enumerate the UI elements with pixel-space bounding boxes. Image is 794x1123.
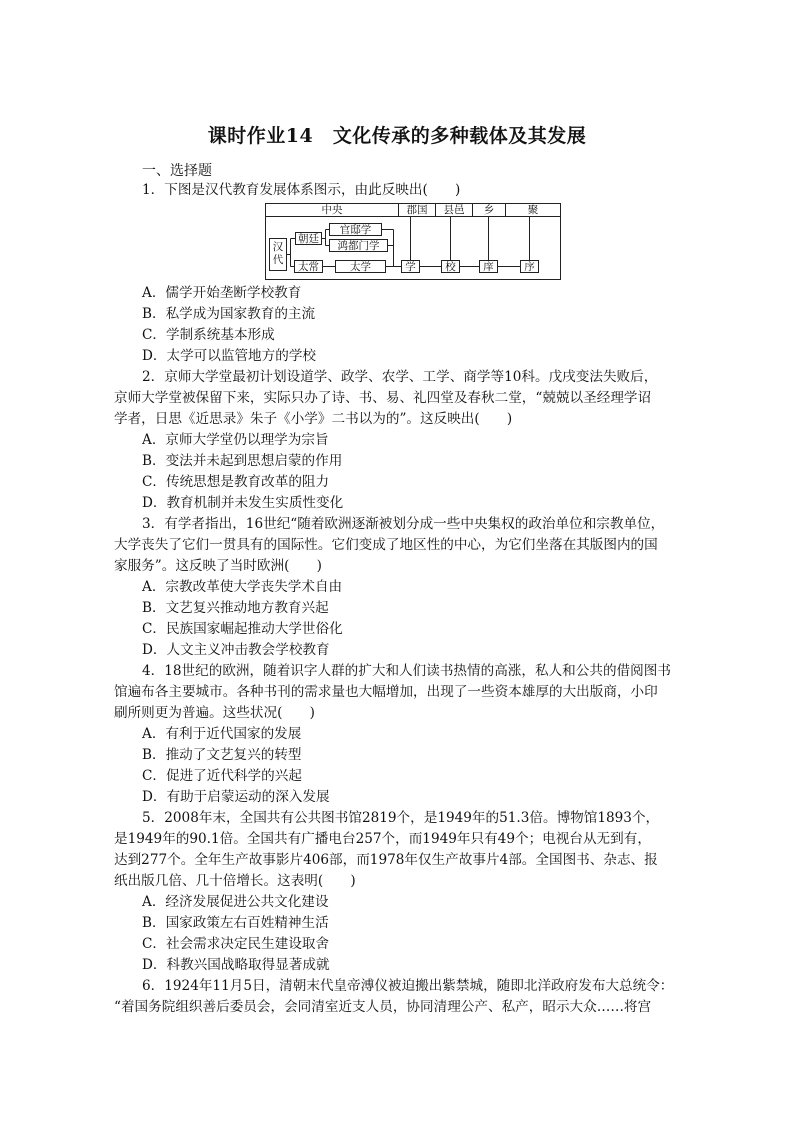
- question-1: [114, 180, 684, 367]
- option-d: D．太学可以监管地方的学校: [142, 348, 317, 364]
- header-township: 乡: [483, 204, 495, 216]
- option-b: B．私学成为国家教育的主流: [142, 306, 316, 322]
- question-stem-line: 达到277个。全年生产故事影片406部，而1978年仅生产故事片4部。全国图书、杂志、报: [114, 852, 658, 868]
- question-2: [114, 367, 684, 514]
- option-a: A．有利于近代国家的发展: [142, 726, 302, 742]
- header-county: 县邑: [443, 204, 465, 216]
- question-stem-line: 6．1924年11月5日，清朝末代皇帝溥仪被迫搬出紫禁城，随即北洋政府发布大总统令：: [142, 978, 674, 994]
- option-c: C．传统思想是教育改革的阻力: [142, 474, 330, 490]
- header-central: 中央: [321, 204, 343, 216]
- option-b: B．文艺复兴推动地方教育兴起: [142, 600, 329, 616]
- section-heading: 一、选择题: [142, 163, 212, 179]
- question-stem-line: 家服务”。这反映了当时欧洲( ): [114, 558, 322, 574]
- question-stem-line: 是1949年的90.1倍。全国共有广播电台257个，而1949年只有49个；电视台从无到有，: [114, 831, 651, 847]
- option-a: A．经济发展促进公共文化建设: [142, 894, 329, 910]
- question-stem-line: 馆遍布各主要城市。各种书刊的需求量也大幅增加，出现了一些资本雄厚的大出版商，小印: [114, 684, 658, 700]
- node-taixue: 太学: [350, 261, 371, 273]
- question-6: [114, 976, 684, 1018]
- question-stem-line: 4．18世纪的欧洲，随着识字人群的扩大和人们读书热情的高涨，私人和公共的借阅图书: [142, 663, 671, 679]
- option-c: C．促进了近代科学的兴起: [142, 768, 302, 784]
- question-stem-line: 纸出版几倍、几十倍增长。这表明( ): [114, 873, 356, 889]
- question-3: [114, 514, 684, 661]
- question-stem-line: 3．有学者指出，16世纪“随着欧洲逐渐被划分成一些中央集权的政治单位和宗教单位，: [142, 516, 665, 532]
- page-title: 课时作业14 文化传承的多种载体及其发展: [207, 125, 587, 147]
- node-taichang: 太常: [298, 261, 319, 273]
- question-4: [114, 661, 684, 808]
- option-c: C．学制系统基本形成: [142, 327, 275, 343]
- option-d: D．人文主义冲击教会学校教育: [142, 642, 330, 658]
- question-stem-line: 大学丧失了它们一贯具有的国际性。它们变成了地区性的中心，为它们坐落在其版图内的国: [114, 537, 658, 553]
- question-stem-line: 2．京师大学堂最初计划设道学、政学、农学、工学、商学等10科。戊戌变法失败后，: [142, 369, 658, 385]
- option-d: D．教育机制并未发生实质性变化: [142, 495, 344, 511]
- question-stem-line: 学者，日思《近思录》朱子《小学》二书以为的”。这反映出( ): [114, 411, 513, 427]
- question-stem-line: 5．2008年末，全国共有公共图书馆2819个，是1949年的51.3倍。博物馆1893个，: [142, 810, 660, 826]
- question-5: [114, 808, 684, 976]
- question-stem-line: 1．下图是汉代教育发展体系图示，由此反映出( ): [142, 182, 461, 198]
- option-d: D．科教兴国战略取得显著成就: [142, 957, 330, 973]
- option-b: B．国家政策左右百姓精神生活: [142, 915, 329, 931]
- header-commandery: 郡国: [406, 204, 428, 216]
- option-a: A．儒学开始垄断学校教育: [142, 285, 302, 301]
- root-han-dynasty: 汉代: [272, 241, 284, 266]
- han-education-diagram: [265, 203, 561, 280]
- option-b: B．变法并未起到思想启蒙的作用: [142, 453, 343, 469]
- node-hongdumenxue: 鸿都门学: [337, 240, 380, 252]
- node-xiang: 庠: [483, 261, 494, 273]
- option-c: C．民族国家崛起推动大学世俗化: [142, 621, 343, 637]
- question-stem-line: 刷所则更为普遍。这些状况( ): [114, 705, 315, 721]
- node-xiao: 校: [445, 261, 456, 273]
- option-a: A．京师大学堂仍以理学为宗旨: [142, 432, 329, 448]
- node-guandixue: 官邸学: [339, 224, 372, 236]
- node-chaoting: 朝廷: [298, 233, 319, 245]
- option-d: D．有助于启蒙运动的深入发展: [142, 789, 330, 805]
- question-stem-line: 京师大学堂被保留下来，实际只办了诗、书、易、礼四堂及春秋二堂，“兢兢以圣经理学诏: [114, 390, 652, 406]
- node-xu: 序: [524, 261, 535, 273]
- option-b: B．推动了文艺复兴的转型: [142, 747, 302, 763]
- node-xue: 学: [405, 261, 416, 273]
- option-c: C．社会需求决定民生建设取舍: [142, 936, 330, 952]
- option-a: A．宗教改革使大学丧失学术自由: [142, 579, 343, 595]
- header-village: 聚: [527, 204, 539, 216]
- question-stem-line: “着国务院组织善后委员会，会同清室近支人员，协同清理公产、私产，昭示大众……将宫: [114, 999, 652, 1015]
- question-list: [114, 180, 684, 1018]
